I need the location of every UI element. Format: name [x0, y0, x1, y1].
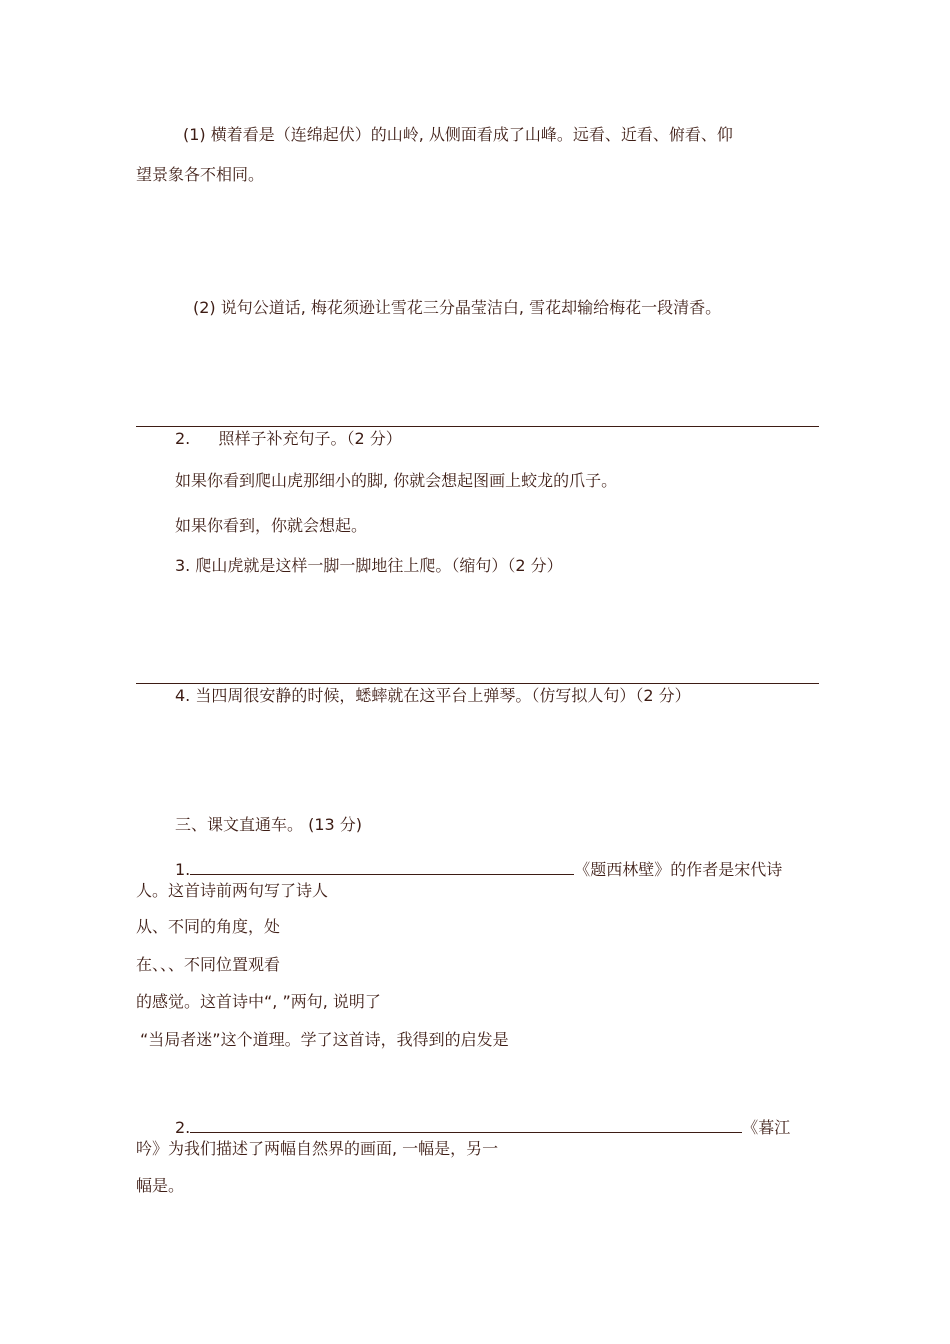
s3-q2-line1	[175, 1115, 790, 1139]
q1-part1-line2: 望景象各不相同。	[136, 165, 265, 184]
s3-q1-line2: 人。这首诗前两句写了诗人	[136, 881, 329, 900]
q1-part1-line1: (1) 横着看是（连绵起伏）的山岭, 从侧面看成了山峰。远看、近看、俯看、仰	[183, 125, 733, 144]
s3-q2-line3: 幅是。	[136, 1176, 185, 1195]
s3-q1-line6: “当局者迷”这个道理。学了这首诗，我得到的启发是	[140, 1030, 509, 1049]
s3-q1-number: 1.	[175, 860, 191, 879]
q2-title: 照样子补充句子。（2 分）	[218, 429, 402, 448]
q2-example: 如果你看到爬山虎那细小的脚, 你就会想起图画上蛟龙的爪子。	[175, 471, 618, 490]
s3-q1-line1	[175, 857, 782, 881]
q4: 4. 当四周很安静的时候，蟋蟀就在这平台上弹琴。（仿写拟人句）（2 分）	[175, 686, 691, 705]
s3-q1-line5: 的感觉。这首诗中“, ”两句, 说明了	[136, 992, 381, 1011]
s3-q2-line2: 吟》为我们描述了两幅自然界的画面, 一幅是，另一	[136, 1139, 499, 1158]
fill-blank[interactable]	[190, 857, 574, 875]
q2-fill: 如果你看到，你就会想起。	[175, 516, 368, 535]
section-three-heading: 三、课文直通车。 (13 分)	[175, 815, 363, 834]
q1-part2: (2) 说句公道话, 梅花须逊让雪花三分晶莹洁白, 雪花却输给梅花一段清香。	[193, 298, 722, 317]
s3-q1-after-blank: 《题西林壁》的作者是宋代诗	[574, 860, 783, 879]
answer-line	[136, 426, 819, 427]
q2-heading	[175, 428, 402, 450]
s3-q1-line4: 在、、、不同位置观看	[136, 955, 281, 974]
s3-q1-line3: 从、不同的角度，处	[136, 917, 281, 936]
fill-blank[interactable]	[190, 1115, 742, 1133]
q2-number: 2.	[175, 429, 191, 448]
answer-line	[136, 683, 819, 684]
s3-q2-after-blank: 《暮江	[742, 1118, 791, 1137]
s3-q2-number: 2.	[175, 1118, 191, 1137]
q3: 3. 爬山虎就是这样一脚一脚地往上爬。（缩句）（2 分）	[175, 556, 563, 575]
